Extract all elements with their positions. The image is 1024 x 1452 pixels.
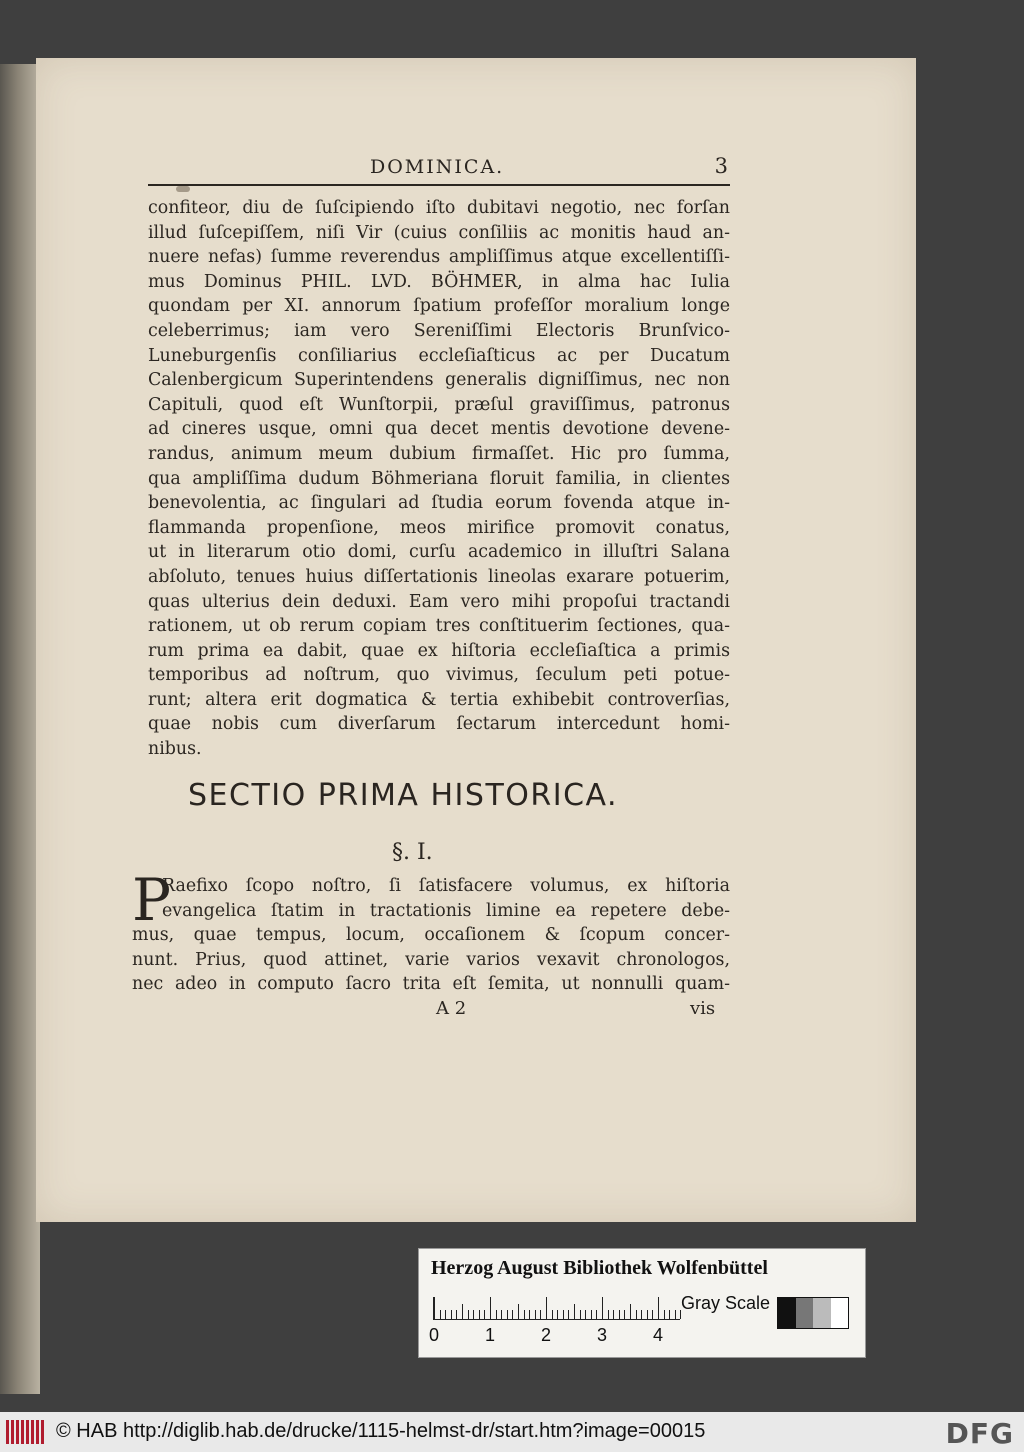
ruler-tick (568, 1310, 569, 1319)
ruler-tick (664, 1310, 665, 1319)
ruler-tick (619, 1310, 620, 1319)
text-line: rum prima ea dabit, quae ex hiſtoria eccleſiaſtica a primis (148, 640, 730, 661)
ruler-tick (675, 1310, 676, 1319)
drop-cap: P (132, 866, 172, 934)
text-line: abſoluto, tenues huius diſſertationis lineolas exarare potuerim, (148, 566, 730, 587)
ruler-tick (501, 1310, 502, 1319)
text-line: quas ulterius dein deduxi. Eam vero mihi propoſui tractandi (148, 591, 730, 612)
ruler-tick (652, 1310, 653, 1319)
ruler-tick (658, 1297, 659, 1319)
ruler-tick (624, 1310, 625, 1319)
body-text (148, 196, 730, 762)
gray-swatch (831, 1298, 849, 1328)
text-line: ut in literarum otio domi, curſu academico in illuſtri Salana (148, 542, 730, 563)
ruler-tick (580, 1310, 581, 1319)
section-heading: SECTIO PRIMA HISTORICA. (188, 778, 619, 813)
ruler-tick (462, 1304, 463, 1319)
left-page-edge (0, 64, 40, 1394)
gray-swatch (813, 1298, 831, 1328)
hab-logo-icon (6, 1420, 46, 1444)
ruler-labels (429, 1325, 699, 1347)
text-line: nec adeo in computo ſacro trita eſt ſemita, ut nonnulli quam- (132, 974, 730, 995)
ruler-tick (507, 1310, 508, 1319)
ruler-label: 4 (653, 1325, 664, 1345)
text-line: randus, animum meum dubium firmaſſet. Hic pro ſumma, (148, 443, 730, 464)
catchword: vis (690, 998, 716, 1019)
ruler-tick (445, 1310, 446, 1319)
ruler-tick (479, 1310, 480, 1319)
ruler-tick (591, 1310, 592, 1319)
ruler-tick (552, 1310, 553, 1319)
ruler-tick (440, 1310, 441, 1319)
ruler-tick (473, 1310, 474, 1319)
ink-stain (176, 186, 190, 192)
ruler-tick (574, 1304, 575, 1319)
ruler-tick (468, 1310, 469, 1319)
ruler-tick (512, 1310, 513, 1319)
running-title: DOMINICA. (370, 156, 505, 178)
ruler-tick (484, 1310, 485, 1319)
text-line: mus, quae tempus, locum, occaſionem & ſcopum concer- (132, 925, 730, 946)
ruler-tick (540, 1310, 541, 1319)
text-line: ad cineres usque, omni qua decet mentis devotione devene- (148, 419, 730, 440)
footer-source-link[interactable]: © HAB http://diglib.hab.de/drucke/1115-helmst-dr/start.htm?image=00015 (56, 1420, 706, 1442)
text-line: nunt. Prius, quod attinet, varie varios vexavit chronologos, (132, 949, 730, 970)
running-head (148, 150, 730, 186)
ruler-tick (496, 1310, 497, 1319)
text-line: nibus. (148, 739, 202, 760)
text-line: runt; altera erit dogmatica & tertia exhibebit controverſias, (148, 689, 730, 710)
ruler-tick (490, 1297, 491, 1319)
ruler-tick (630, 1304, 631, 1319)
ruler-tick (669, 1310, 670, 1319)
ruler-label: 1 (485, 1325, 496, 1345)
text-line: quondam per XI. annorum ſpatium profeſſor moralium longe (148, 296, 730, 317)
gray-swatch (796, 1298, 814, 1328)
ruler-label: 2 (541, 1325, 552, 1345)
library-title: Herzog August Bibliothek Wolfenbüttel (431, 1257, 768, 1279)
gray-scale-swatches (777, 1297, 849, 1329)
ruler-tick (647, 1310, 648, 1319)
ruler-scale (433, 1297, 680, 1320)
ruler-tick (557, 1310, 558, 1319)
text-line: confiteor, diu de ſuſcipiendo iſto dubitavi negotio, nec forſan (148, 198, 730, 218)
text-line: Luneburgenſis conſiliarius eccleſiaſticus ac per Ducatum (148, 345, 730, 366)
text-line: temporibus ad noſtrum, quo vivimus, ſeculum peti potue- (148, 665, 730, 686)
color-ruler-card (418, 1248, 866, 1358)
text-line: Calenbergicum Superintendens generalis digniſſimus, nec non (148, 370, 730, 391)
ruler-tick (451, 1310, 452, 1319)
ruler-tick (518, 1304, 519, 1319)
footer-bar (0, 1412, 1024, 1452)
ruler-tick (524, 1310, 525, 1319)
text-line: flammanda propenſione, meos mirifice promovit conatus, (148, 517, 730, 538)
ruler-tick (529, 1310, 530, 1319)
text-line: rationem, ut ob rerum copiam tres conſtituerim ſectiones, qua- (148, 616, 730, 637)
page-number: 3 (714, 154, 728, 178)
ruler-tick (596, 1310, 597, 1319)
text-line: qua ampliſſima dudum Böhmeriana floruit familia, in clientes (148, 468, 730, 489)
gray-scale-label: Gray Scale (681, 1293, 771, 1313)
text-line: benevolentia, ac ſingulari ad ſtudia eorum fovenda atque in- (148, 493, 730, 514)
ruler-tick (535, 1310, 536, 1319)
ruler-tick (602, 1297, 603, 1319)
ruler-label: 0 (429, 1325, 440, 1345)
signature-mark: A 2 (436, 998, 467, 1019)
text-line: evangelica ſtatim in tractationis limine ea repetere debe- (162, 900, 730, 921)
text-line: illud ſuſcepiſſem, niſi Vir (cuius conſiliis ac monitis haud an- (148, 222, 730, 243)
ruler-tick (546, 1297, 547, 1319)
ruler-tick (563, 1310, 564, 1319)
text-line: nuere nefas) ſumme reverendus ampliſſimus atque excellentiſſi- (148, 247, 730, 268)
text-line: Raefixo ſcopo noſtro, ſi ſatisfacere volumus, ex hiſtoria (162, 876, 730, 896)
ruler-label: 3 (597, 1325, 608, 1345)
ruler-tick (613, 1310, 614, 1319)
text-line: celeberrimus; iam vero Sereniſſimi Electoris Brunſvico- (148, 320, 730, 341)
text-line: Capituli, quod eſt Wunſtorpii, præſul graviſſimus, patronus (148, 394, 730, 415)
paragraph-text (132, 866, 730, 997)
text-line: quae nobis cum diverſarum ſectarum intercedunt homi- (148, 714, 730, 735)
text-line: mus Dominus PHIL. LVD. BÖHMER, in alma hac Iulia (148, 271, 730, 292)
ruler-tick (636, 1310, 637, 1319)
ruler-tick (585, 1310, 586, 1319)
ruler-tick (608, 1310, 609, 1319)
paragraph-mark: §. I. (392, 840, 433, 865)
ruler-tick (434, 1297, 435, 1319)
dfg-logo: DFG (945, 1417, 1014, 1450)
ruler-tick (641, 1310, 642, 1319)
ruler-tick (456, 1310, 457, 1319)
gray-swatch (778, 1298, 796, 1328)
